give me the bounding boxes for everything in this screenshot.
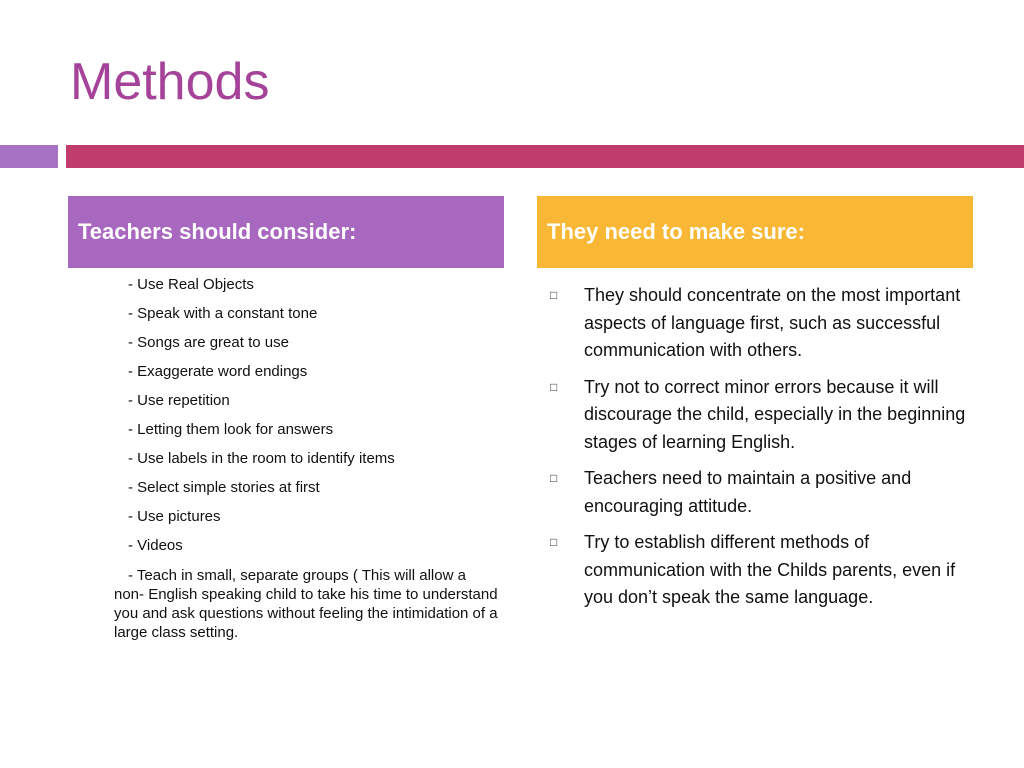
accent-band-left [0,145,58,168]
bullet-list-item-text: Try to establish different methods of communication with the Childs parents, even if you don’t speak the same language. [584,532,956,607]
hollow-square-bullet-icon: □ [550,379,558,394]
list-item: - Speak with a constant tone [128,305,318,322]
right-column-header-label: They need to make sure: [547,219,805,244]
list-item: - Use pictures [128,508,221,525]
list-item: - Videos [128,537,183,554]
right-column-list [546,282,966,621]
bullet-list-item [546,465,966,520]
list-item: - Use repetition [128,392,230,409]
right-column-header [537,196,973,268]
hollow-square-bullet-icon: □ [550,288,558,302]
list-item: - Exaggerate word endings [128,363,308,380]
bullet-list-item [546,374,966,457]
bullet-list-item [546,529,966,612]
left-column-list [114,276,498,653]
list-item: - Letting them look for answers [128,421,334,438]
hollow-square-bullet-icon: □ [550,471,558,485]
bullet-list-item-text: Try not to correct minor errors because it will discourage the child, especially in the beginning stages of learning English. [584,376,966,452]
list-item: - Use Real Objects [128,276,254,293]
hollow-square-bullet-icon: □ [550,535,558,549]
left-column-header-label: Teachers should consider: [78,219,357,244]
slide-title: Methods [70,53,270,111]
list-item: - Select simple stories at first [128,479,320,496]
bullet-list-item-text: Teachers need to maintain a positive and encouraging attitude. [584,468,912,516]
accent-band-right [66,145,1024,168]
bullet-list-item [546,282,966,365]
left-column-header [68,196,504,268]
bullet-list-item-text: They should concentrate on the most important aspects of language first, such as successful communication with others. [584,285,961,360]
list-item: - Songs are great to use [128,334,289,351]
list-item: - Teach in small, separate groups ( This will allow a non- English speaking child to take his time to understand you and ask questions without feeling the intimidation of a large class setting. [114,567,498,641]
list-item: - Use labels in the room to identify items [128,450,395,467]
